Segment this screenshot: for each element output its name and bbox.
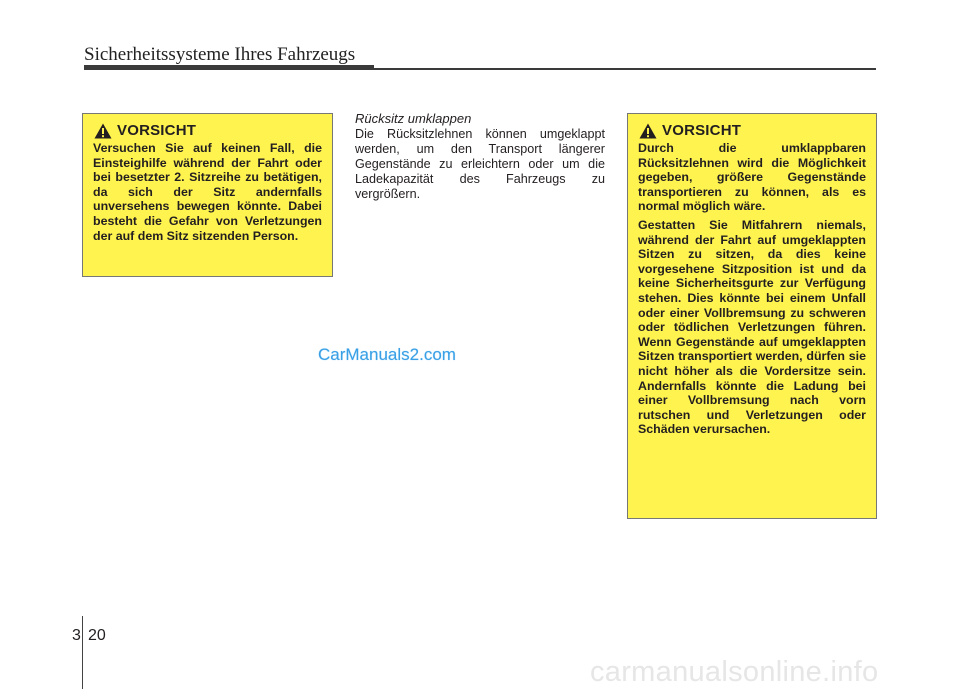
- page-header-title: Sicherheitssysteme Ihres Fahrzeugs: [84, 44, 356, 65]
- section-body: Die Rücksitzlehnen können umgeklappt werden, um den Transport längerer Gegenstände zu erleichtern oder um die Ladekapazität des Fahrzeugs zu vergrößern.: [355, 127, 605, 201]
- caution-header: [94, 123, 322, 139]
- warning-triangle-icon: [94, 123, 112, 139]
- warning-triangle-icon: [639, 123, 657, 139]
- watermark-carmanualsonline: carmanualsonline.info: [590, 656, 879, 688]
- watermark-carmanuals2: CarManuals2.com: [318, 345, 456, 364]
- header-bar-thick: [84, 65, 374, 70]
- caution-text: Gestatten Sie Mitfahrern niemals, während der Fahrt auf umgeklappten Sitzen zu sitzen, da dies keine vorgesehene Sitzposition ist und da keine Sicherheitsgurte zur Verfügung stehen. Dies könnte bei einem Unfall oder einer Vollbremsung zu schweren oder tödlichen Verletzungen führen. Wenn Gegenstände auf umgeklappten Sitzen transportiert werden, dürfen sie nicht höher als die Vordersitze sein. Andernfalls könnte die Ladung bei einer Vollbremsung nach vorn rutschen und Verletzungen oder Schäden verursachen.: [638, 217, 866, 437]
- page-divider-line: [82, 616, 83, 689]
- caution-header: [639, 123, 866, 139]
- caution-title: VORSICHT: [117, 121, 197, 139]
- section-heading: Rücksitz umklappen: [355, 111, 472, 126]
- page-number: 20: [88, 627, 106, 644]
- chapter-number: 3: [72, 627, 81, 644]
- caution-title: VORSICHT: [662, 121, 742, 139]
- caution-box-left: [82, 113, 333, 277]
- caution-text: Durch die umklappbaren Rücksitzlehnen wird die Möglichkeit gegeben, größere Gegenstände transportieren zu können, als es normal möglich wäre.: [638, 141, 866, 214]
- header-bar-thin: [374, 68, 876, 70]
- caution-text: Versuchen Sie auf keinen Fall, die Einsteighilfe während der Fahrt oder bei besetzter 2. Sitzreihe zu betätigen, da sich der Sitz andernfalls unversehens bewegen könnte. Dabei besteht die Gefahr von Verletzungen der auf dem Sitz sitzenden Person.: [93, 141, 322, 243]
- caution-box-right: [627, 113, 877, 519]
